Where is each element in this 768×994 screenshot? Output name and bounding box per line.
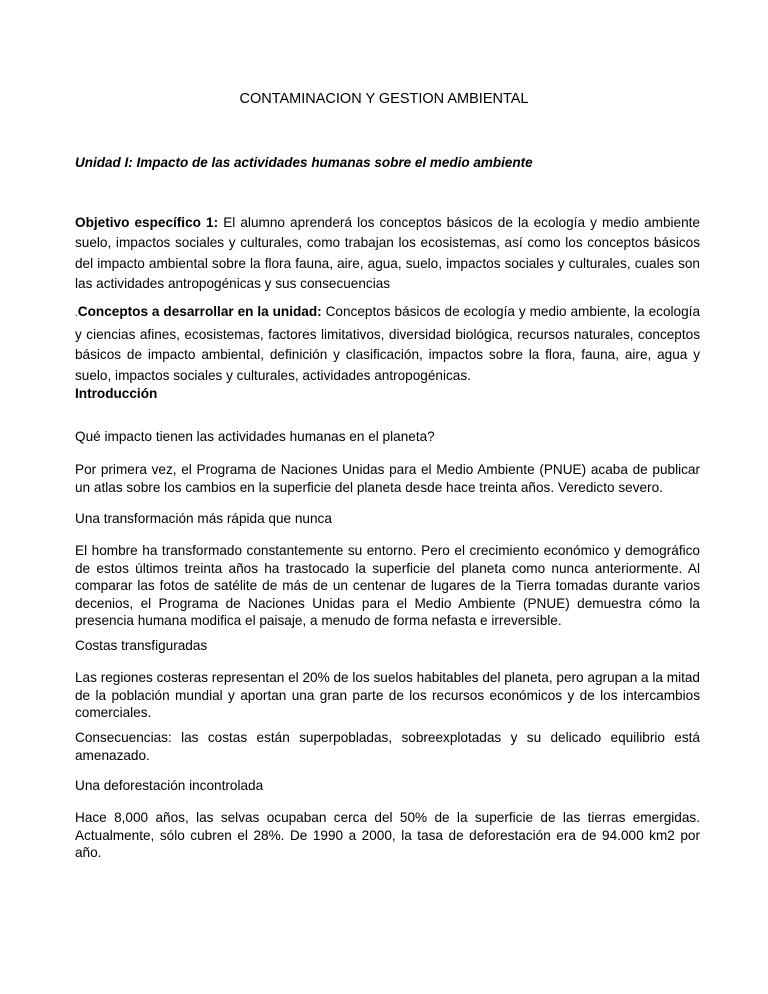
consequences-paragraph: Consecuencias: las costas están superpobladas, sobreexplotadas y su delicado equilibrio está amenazado. (75, 730, 700, 763)
document-title: CONTAMINACION Y GESTION AMBIENTAL (239, 91, 529, 107)
concepts-text: Conceptos básicos de ecología y medio ambiente, la ecología y ciencias afines, ecosistemas, factores limitativos, diversidad biológica, recursos naturales, conceptos básicos de impacto ambiental, definición y clasificación, impactos sobre la flora, fauna, aire, agua y suelo, impactos sociales y culturales, actividades antropogénicas. (75, 304, 700, 383)
concepts-prefix: . (75, 308, 78, 319)
objective-label: Objetivo específico 1: (75, 215, 219, 230)
deforestation-subheading: Una deforestación incontrolada (75, 778, 264, 793)
unit-heading: Unidad I: Impacto de las actividades humanas sobre el medio ambiente (75, 155, 533, 170)
coasts-subheading: Costas transfiguradas (75, 638, 208, 653)
coasts-paragraph: Las regiones costeras representan el 20% de los suelos habitables del planeta, pero agrupan a la mitad de la población mundial y aportan una gran parte de los recursos económicos y de los intercambios comerciales. (75, 670, 700, 721)
objective-paragraph (75, 213, 700, 294)
concepts-label: Conceptos a desarrollar en la unidad: (77, 304, 322, 319)
objective-text: El alumno aprenderá los conceptos básicos de la ecología y medio ambiente suelo, impactos sociales y culturales, como trabajan los ecosistemas, así como los conceptos básicos del impacto ambiental sobre la flora fauna, aire, agua, suelo, impactos sociales y culturales, cuales son las actividades antropogénicas y sus consecuencias (75, 215, 700, 291)
transformation-subheading: Una transformación más rápida que nunca (75, 511, 332, 526)
intro-heading: Introducción (75, 386, 158, 401)
transformation-paragraph: El hombre ha transformado constantemente su entorno. Pero el crecimiento económico y demográfico de estos últimos treinta años ha trastocado la superficie del planeta como nunca anteriormente. Al comparar las fotos de satélite de más de un centenar de lugares de la Tierra tomadas durante varios decenios, el Programa de Naciones Unidas para el Medio Ambiente (PNUE) demuestra cómo la presencia humana modifica el paisaje, a menudo de forma nefasta e irreversible. (75, 543, 700, 629)
deforestation-paragraph: Hace 8,000 años, las selvas ocupaban cerca del 50% de la superficie de las tierras emergidas. Actualmente, sólo cubren el 28%. De 1990 a 2000, la tasa de deforestación era de 94.000 km2 por año. (75, 810, 700, 861)
question-paragraph: Qué impacto tienen las actividades humanas en el planeta? (75, 429, 435, 444)
concepts-paragraph (75, 302, 700, 386)
pnue-paragraph: Por primera vez, el Programa de Naciones Unidas para el Medio Ambiente (PNUE) acaba de publicar un atlas sobre los cambios en la superficie del planeta desde hace treinta años. Veredicto severo. (75, 462, 700, 495)
